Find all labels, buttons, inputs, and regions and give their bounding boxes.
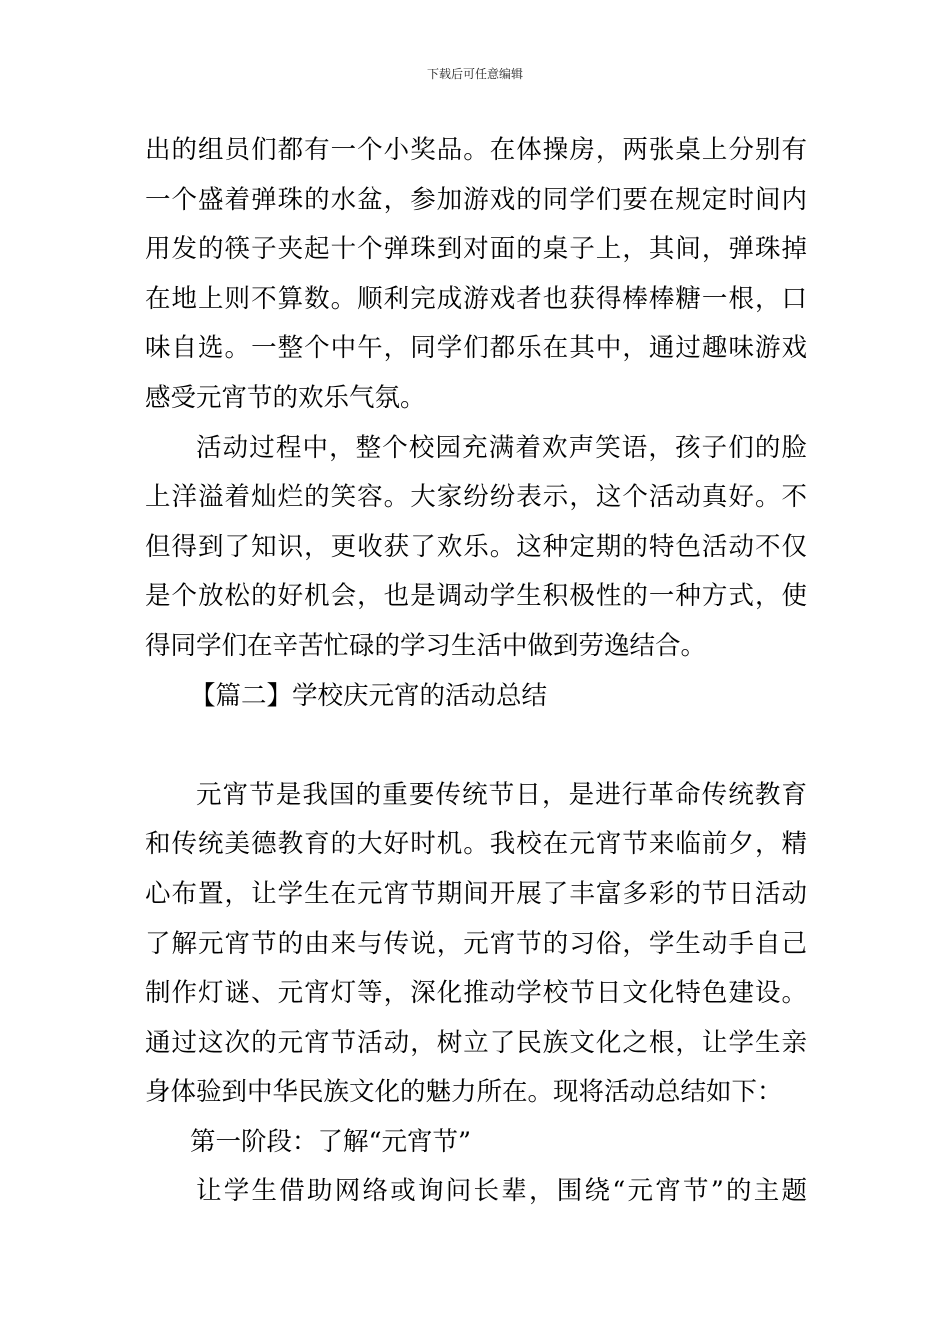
paragraph	[145, 1167, 807, 1217]
text-line: 让学生借助网络或询问长辈，围绕“元宵节”的主题	[196, 1176, 807, 1207]
paragraph	[145, 424, 807, 672]
text-line: 身体验到中华民族文化的魅力所在。现将活动总结如下：	[145, 1077, 783, 1108]
blank-line	[145, 721, 807, 771]
text-line: 味自选。一整个中午，同学们都乐在其中，通过趣味游戏	[145, 333, 807, 364]
text-line: 了解元宵节的由来与传说，元宵节的习俗，学生动手自己	[145, 928, 807, 959]
text-line: 在地上则不算数。顺利完成游戏者也获得棒棒糖一根，口	[145, 283, 807, 314]
paragraph	[145, 771, 807, 1118]
subsection-heading: 第一阶段：了解“元宵节”	[190, 1126, 472, 1157]
section-heading: 【篇二】学校庆元宵的活动总结	[190, 680, 548, 711]
text-line: 上洋溢着灿烂的笑容。大家纷纷表示，这个活动真好。不	[145, 482, 807, 513]
text-line: 用发的筷子夹起十个弹珠到对面的桌子上，其间，弹珠掉	[145, 234, 807, 265]
text-line: 通过这次的元宵节活动，树立了民族文化之根，让学生亲	[145, 1027, 807, 1058]
document-body	[145, 126, 807, 1217]
text-line: 但得到了知识，更收获了欢乐。这种定期的特色活动不仅	[145, 531, 807, 562]
text-line: 出的组员们都有一个小奖品。在体操房，两张桌上分别有	[145, 135, 807, 165]
text-line: 得同学们在辛苦忙碌的学习生活中做到劳逸结合。	[145, 630, 707, 661]
text-line: 元宵节是我国的重要传统节日，是进行革命传统教育	[196, 779, 807, 810]
text-line: 和传统美德教育的大好时机。我校在元宵节来临前夕，精	[145, 829, 807, 860]
text-line: 心布置，让学生在元宵节期间开展了丰富多彩的节日活动	[145, 878, 807, 909]
page-header: 下载后可任意编辑	[426, 67, 523, 81]
text-line: 制作灯谜、元宵灯等，深化推动学校节日文化特色建设。	[145, 978, 807, 1009]
text-line: 一个盛着弹珠的水盆，参加游戏的同学们要在规定时间内	[145, 184, 807, 215]
text-line: 是个放松的好机会，也是调动学生积极性的一种方式，使	[145, 581, 807, 612]
text-line: 活动过程中，整个校园充满着欢声笑语，孩子们的脸	[196, 432, 807, 463]
text-line: 感受元宵节的欢乐气氛。	[145, 382, 426, 413]
paragraph	[145, 126, 807, 424]
